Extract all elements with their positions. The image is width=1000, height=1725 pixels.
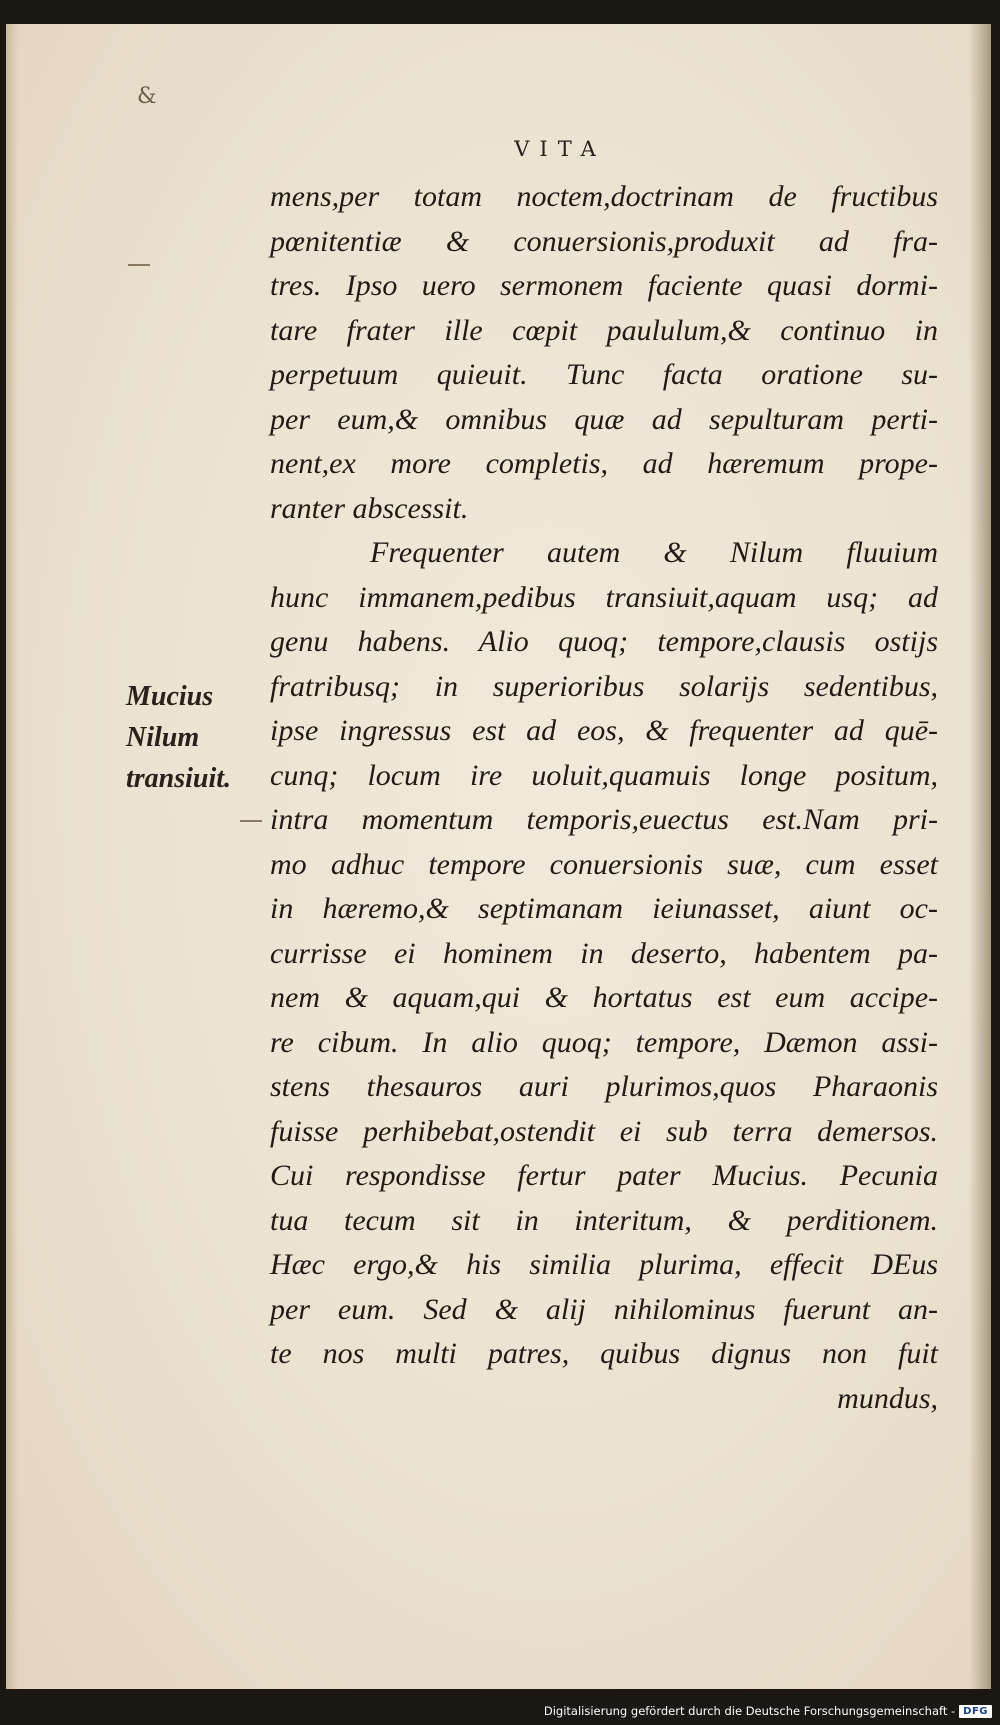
funding-credit [544,1704,992,1718]
text-line: tua tecum sit in interitum, & perditionem. [270,1203,938,1237]
paper-right-edge [969,24,991,1689]
marginal-note-line: Mucius [126,681,214,712]
text-line: mo adhuc tempore conuersionis suæ, cum esset [270,847,938,881]
corner-mark: & [137,84,157,109]
text-line: te nos multi patres, quibus dignus non fuit [270,1337,938,1370]
text-line: nem & aquam,qui & hortatus est eum accipe- [270,981,938,1014]
dfg-logo: DFG [959,1705,992,1718]
text-line: per eum,& omnibus quæ ad sepulturam perti- [270,402,938,436]
ink-mark [240,820,262,822]
text-line: in hæremo,& septimanam ieiunasset, aiunt oc- [270,892,938,925]
paper-left-edge [6,24,18,1689]
text-line: per eum. Sed & alij nihilominus fuerunt an- [270,1292,938,1326]
text-line: fratribusq; in superioribus solarijs sedentibus, [270,669,938,703]
text-line: nent,ex more completis, ad hæremum prope- [270,447,938,480]
text-line: ranter abscessit. [270,491,469,525]
running-header: VITA [514,137,606,161]
text-line: genu habens. Alio quoq; tempore,clausis ostijs [270,625,938,658]
text-line: Frequenter autem & Nilum fluuium [370,536,938,569]
text-line: intra momentum temporis,euectus est.Nam pri- [270,803,938,836]
funding-credit-text: Digitalisierung gefördert durch die Deutsche Forschungsgemeinschaft - [543,1704,956,1718]
text-line: tres. Ipso uero sermonem faciente quasi dormi- [270,269,938,302]
body-text [270,175,938,1421]
text-line: Cui respondisse fertur pater Mucius. Pecunia [270,1159,938,1192]
text-line: ipse ingressus est ad eos, & frequenter ad quē- [270,714,938,747]
marginal-note-line: Nilum [126,722,200,753]
text-line: stens thesauros auri plurimos,quos Pharaonis [270,1070,938,1103]
text-line: hunc immanem,pedibus transiuit,aquam usq; ad [270,580,938,614]
text-line: pœnitentiæ & conuersionis,produxit ad fra- [270,224,938,258]
text-line: perpetuum quieuit. Tunc facta oratione su- [270,358,938,391]
text-line: tare frater ille cœpit paululum,& continuo in [270,313,938,347]
text-line: Hæc ergo,& his similia plurima, effecit DEus [270,1248,938,1281]
text-line: re cibum. In alio quoq; tempore, Dæmon assi- [270,1025,938,1059]
catchword: mundus, [837,1381,938,1415]
text-line: cunq; locum ire uoluit,quamuis longe positum, [270,758,938,792]
marginal-note-line: transiuit. [126,763,232,794]
text-line: fuisse perhibebat,ostendit ei sub terra demersos. [270,1114,938,1148]
text-line: currisse ei hominem in deserto, habentem pa- [270,936,938,970]
ink-mark [128,264,150,266]
marginal-note [126,676,231,799]
text-line: mens,per totam noctem,doctrinam de fructibus [270,180,938,213]
